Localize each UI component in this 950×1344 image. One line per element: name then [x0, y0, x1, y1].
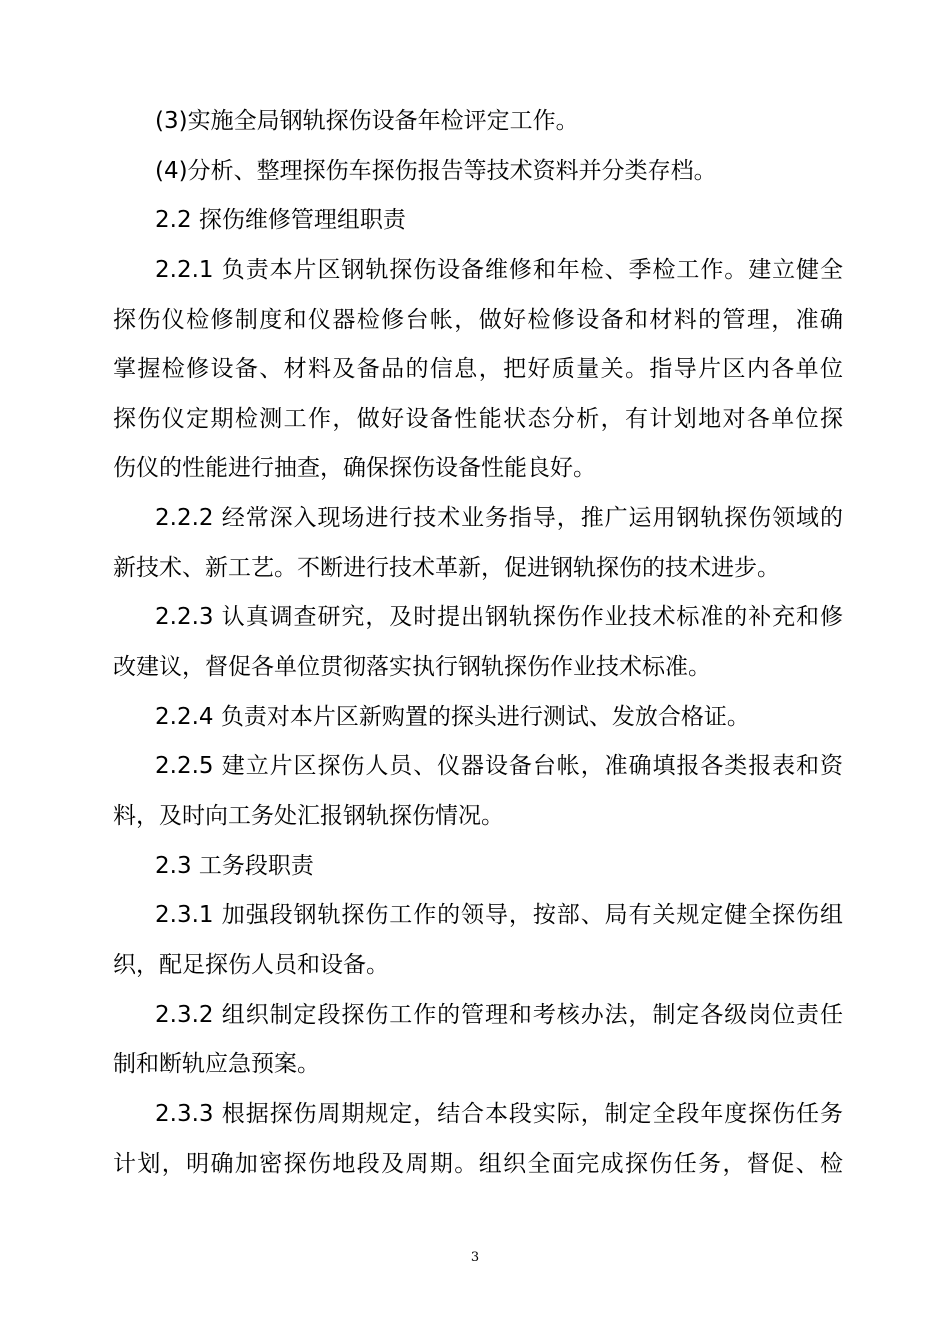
text-line-22: 计划，明确加密探伤地段及周期。组织全面完成探伤任务，督促、检: [113, 1151, 843, 1177]
text-line-12: 改建议，督促各单位贯彻落实执行钢轨探伤作业技术标准。: [113, 654, 711, 680]
text-line-1: (3)实施全局钢轨探伤设备年检评定工作。: [155, 108, 579, 134]
text-line-20: 制和断轨应急预案。: [113, 1051, 320, 1077]
text-line-4: 2.2.1 负责本片区钢轨探伤设备维修和年检、季检工作。建立健全: [155, 257, 843, 283]
text-line-8: 伤仪的性能进行抽查，确保探伤设备性能良好。: [113, 455, 596, 481]
page-number: 3: [470, 1250, 480, 1265]
text-line-21: 2.3.3 根据探伤周期规定，结合本段实际，制定全段年度探伤任务: [155, 1101, 843, 1127]
text-line-19: 2.3.2 组织制定段探伤工作的管理和考核办法，制定各级岗位责任: [155, 1002, 843, 1028]
text-line-5: 探伤仪检修制度和仪器检修台帐，做好检修设备和材料的管理，准确: [113, 307, 843, 333]
text-line-6: 掌握检修设备、材料及备品的信息，把好质量关。指导片区内各单位: [113, 356, 843, 382]
text-line-13: 2.2.4 负责对本片区新购置的探头进行测试、发放合格证。: [155, 704, 750, 730]
text-line-17: 2.3.1 加强段钢轨探伤工作的领导，按部、局有关规定健全探伤组: [155, 902, 843, 928]
text-line-18: 织，配足探伤人员和设备。: [113, 952, 389, 978]
text-line-15: 料，及时向工务处汇报钢轨探伤情况。: [113, 803, 504, 829]
text-line-2: (4)分析、整理探伤车探伤报告等技术资料并分类存档。: [155, 158, 717, 184]
text-line-9: 2.2.2 经常深入现场进行技术业务指导，推广运用钢轨探伤领域的: [155, 505, 843, 531]
text-line-14: 2.2.5 建立片区探伤人员、仪器设备台帐，准确填报各类报表和资: [155, 753, 843, 779]
text-line-7: 探伤仪定期检测工作，做好设备性能状态分析，有计划地对各单位探: [113, 406, 843, 432]
section-heading-2-3: 2.3 工务段职责: [155, 853, 314, 879]
text-line-10: 新技术、新工艺。不断进行技术革新，促进钢轨探伤的技术进步。: [113, 555, 780, 581]
section-heading-2-2: 2.2 探伤维修管理组职责: [155, 207, 406, 233]
text-line-11: 2.2.3 认真调查研究，及时提出钢轨探伤作业技术标准的补充和修: [155, 604, 843, 630]
